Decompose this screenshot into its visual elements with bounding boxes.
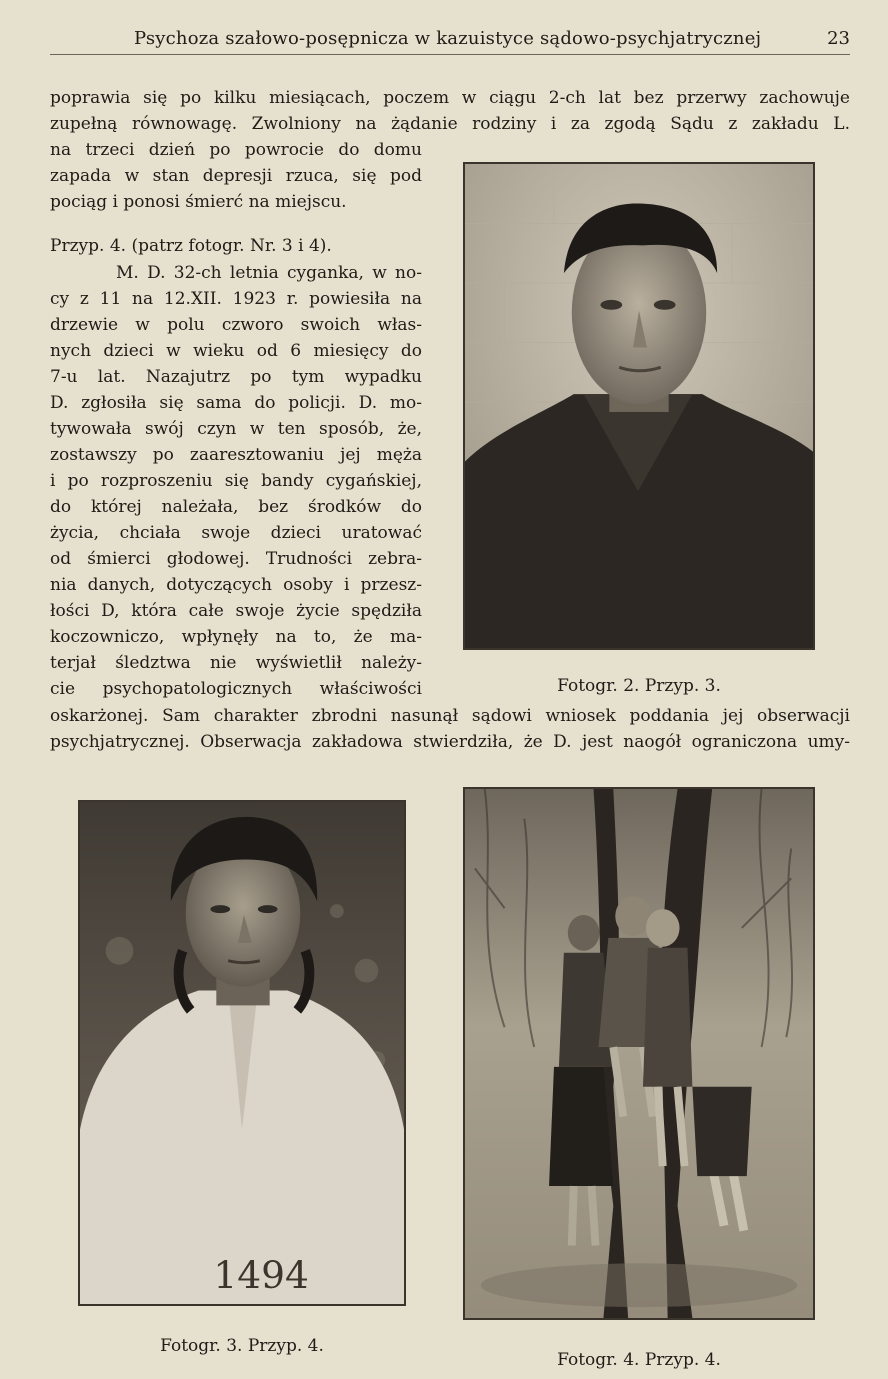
figure-caption-3: Fotogr. 3. Przyp. 4. (160, 1336, 324, 1356)
photo-tree-image (465, 789, 813, 1318)
body-line: łości D, która całe swoje życie spędziła (50, 601, 422, 621)
body-line: zostawszy po zaaresztowaniu jej męża (50, 445, 422, 465)
body-line: od śmierci głodowej. Trudności zebra- (50, 549, 422, 569)
body-line: terjał śledztwa nie wyświetlił należy- (50, 653, 422, 673)
body-line: 7-u lat. Nazajutrz po tym wypadku (50, 367, 422, 387)
body-line: D. zgłosiła się sama do policji. D. mo- (50, 393, 422, 413)
body-line: zapada w stan depresji rzuca, się pod (50, 166, 422, 186)
body-line: psychjatrycznej. Obserwacja zakładowa stwierdziła, że D. jest naogół ograniczona umy- (50, 732, 850, 752)
figure-caption-4: Fotogr. 4. Przyp. 4. (557, 1350, 721, 1370)
body-line: i po rozproszeniu się bandy cygańskiej, (50, 471, 422, 491)
photo-woman-image (80, 802, 404, 1304)
photo-man-image (465, 164, 813, 648)
body-line: drzewie w polu czworo swoich włas- (50, 315, 422, 335)
photo-inscription: 1494 (213, 1253, 309, 1298)
body-line: nia danych, dotyczących osoby i przesz- (50, 575, 422, 595)
page-number: 23 (827, 28, 850, 49)
body-line: do której należała, bez środków do (50, 497, 422, 517)
body-line: pociąg i ponosi śmierć na miejscu. (50, 192, 347, 212)
body-line: zupełną równowagę. Zwolniony na żądanie rodziny i za zgodą Sądu z zakładu L. (50, 114, 850, 134)
body-line: tywowała swój czyn w ten sposób, że, (50, 419, 422, 439)
body-line: życia, chciała swoje dzieci uratować (50, 523, 422, 543)
body-line: oskarżonej. Sam charakter zbrodni nasunął sądowi wniosek poddania jej obserwacji (50, 706, 850, 726)
body-line: cy z 11 na 12.XII. 1923 r. powiesiła na (50, 289, 422, 309)
case-heading: Przyp. 4. (patrz fotogr. Nr. 3 i 4). (50, 236, 332, 256)
figure-caption-2: Fotogr. 2. Przyp. 3. (557, 676, 721, 696)
body-line: koczowniczo, wpłynęły na to, że ma- (50, 627, 422, 647)
body-line: cie psychopatologicznych właściwości (50, 679, 422, 699)
running-header (50, 28, 850, 55)
photo-woman-portrait (78, 800, 406, 1306)
body-line: M. D. 32-ch letnia cyganka, w no- (116, 263, 422, 283)
photo-tree-scene (463, 787, 815, 1320)
body-line: poprawia się po kilku miesiącach, poczem w ciągu 2-ch lat bez przerwy zachowuje (50, 88, 850, 108)
photo-man-portrait (463, 162, 815, 650)
body-line: nych dzieci w wieku od 6 miesięcy do (50, 341, 422, 361)
running-title: Psychoza szałowo-posępnicza w kazuistyce sądowo-psychjatrycznej (134, 28, 762, 49)
body-line: na trzeci dzień po powrocie do domu (50, 140, 422, 160)
